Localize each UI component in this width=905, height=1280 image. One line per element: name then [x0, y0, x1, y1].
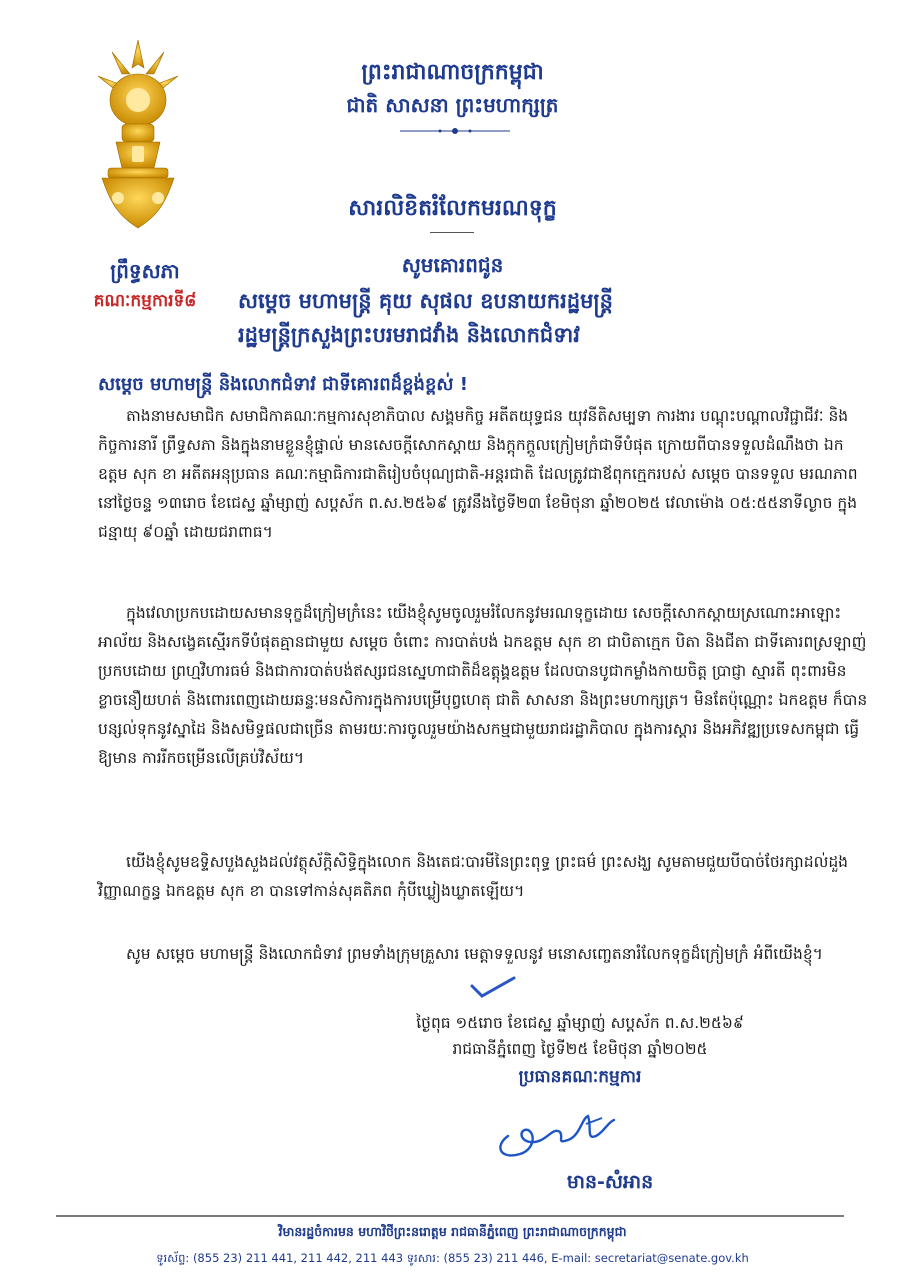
signatory-title: ប្រធានគណៈកម្មការ [518, 1067, 642, 1087]
body-paragraph-3: យើងខ្ញុំសូមឧទ្ទិសបួងសួងដល់វត្ថុស័ក្តិសិទ្ធិក្នុងលោក និងតេជៈបារមីនៃព្រះពុទ្ធ ព្រះធម៌ ព្រះសង្ឃ សូមតាមជួយបីបាច់ថែរក្សាដល់ដួងវិញ្ញាណក្ខន្ធ ឯកឧត្តម សុក ខា បានទៅកាន់សុគតិភព កុំបីឃ្លៀងឃ្លាតឡើយ។ [98, 853, 849, 900]
addressee-line-2: រដ្ឋមន្ត្រីក្រសួងព្រះបរមរាជវាំង និងលោកជំទាវ [238, 323, 580, 347]
handwritten-signature [490, 1096, 630, 1166]
signature-dates [300, 1010, 860, 1062]
check-mark-icon [468, 974, 518, 1002]
senate-label: ព្រឹទ្ធសភា [110, 259, 180, 283]
body-paragraph-4: សូម សម្តេច មហាមន្ត្រី និងលោកជំទាវ ព្រមទាំងក្រុមគ្រួសារ មេត្តាទទួលនូវ មនោសញ្ចេតនារំលែកទុក្ខដ៏ក្រៀមក្រំ អំពីយើងខ្ញុំ។ [126, 945, 823, 963]
commission-label: គណៈកម្មការទី៨ [93, 291, 197, 311]
footer-address: វិមានរដ្ឋចំការមន មហាវិថីព្រះនរោត្តម រាជធានីភ្នំពេញ ព្រះរាជាណាចក្រកម្ពុជា [278, 1224, 627, 1239]
letter-title: សារលិខិតរំលែកមរណទុក្ខ [348, 196, 557, 221]
footer-contact: ទូរស័ព្ទ: (855 23) 211 441, 211 442, 211 443 ទូរសារ: (855 23) 211 446, E-mail: secretariat@senate.gov.kh [156, 1251, 749, 1265]
place-date: រាជធានីភ្នំពេញ ថ្ងៃទី២៥ ខែមិថុនា ឆ្នាំ២០២៥ [452, 1040, 708, 1058]
body-paragraph-2: ក្នុងវេលាប្រកបដោយសមានទុក្ខដ៏ក្រៀមក្រំនេះ យើងខ្ញុំសូមចូលរួមរំលែកនូវមរណទុក្ខដោយ សេចក្តីសោកស្តាយស្រណោះអាឡោះអាល័យ និងសង្វេគស្មើរកទីបំផុតគ្មានជាមួយ សម្តេច ចំពោះ ការបាត់បង់ ឯកឧត្តម សុក ខា ជាបិតាក្មេក បិតា និងជីតា ជាទីគោរពស្រឡាញ់ប្រកបដោយ ព្រហ្មវិហារធម៌ និងជាការបាត់បង់ឥស្សរជនស្នេហាជាតិដ៏ឧត្តុង្គឧត្តម ដែលបានបូជាកម្លាំងកាយចិត្ត ប្រាជ្ញា ស្មារតី ពុះពារមិនខ្លាចនឿយហត់ និងពោរពេញដោយឆន្ទៈមនសិការក្នុងការបម្រើបុព្វហេតុ ជាតិ សាសនា និងព្រះមហាក្សត្រ។ មិនតែប៉ុណ្ណោះ ឯកឧត្តម ក៏បានបន្សល់ទុកនូវស្នាដៃ និងសមិទ្ធផលជាច្រើន តាមរយៈការចូលរួមយ៉ាងសកម្មជាមួយរាជរដ្ឋាភិបាល ក្នុងការស្តារ និងអភិវឌ្ឍប្រទេសកម្ពុជា ធ្វើឱ្យមាន ការរីកចម្រើនលើគ្រប់វិស័យ។ [98, 604, 868, 767]
body-paragraph-1: តាងនាមសមាជិក សមាជិកាគណៈកម្មការសុខាភិបាល សង្គមកិច្ច អតីតយុទ្ធជន យុវនីតិសម្បទា ការងារ បណ្តុះបណ្តាលវិជ្ជាជីវៈ និងកិច្ចការនារី ព្រឹទ្ធសភា និងក្នុងនាមខ្លួនខ្ញុំផ្ទាល់ មានសេចក្តីសោកស្តាយ និងក្តុកក្តួលក្រៀមក្រំជាទីបំផុត ក្រោយពីបានទទួលដំណឹងថា ឯកឧត្តម សុក ខា អតីតអនុប្រធាន គណៈកម្មាធិការជាតិរៀបចំបុណ្យជាតិ-អន្តរជាតិ ដែលត្រូវជាឪពុកក្មេករបស់ សម្តេច បានទទួល មរណភាព នៅថ្ងៃចន្ទ ១៣រោច ខែជេស្ឋ ឆ្នាំម្សាញ់ សប្តស័ក ព.ស.២៥៦៩ ត្រូវនឹងថ្ងៃទី២៣ ខែមិថុនា ឆ្នាំ២០២៥ វេលាម៉ោង ០៥:៥៥នាទីល្ងាច ក្នុងជន្មាយុ ៩០ឆ្នាំ ដោយជរាពាធ។ [98, 407, 858, 541]
title-divider [430, 232, 474, 233]
addressee-line-1: សម្តេច មហាមន្ត្រី គុយ សុផល ឧបនាយករដ្ឋមន្ត្រី [238, 289, 614, 313]
header-ornament [400, 126, 510, 136]
footer-divider [56, 1215, 844, 1217]
respect-line: សូមគោរពជូន [401, 253, 504, 277]
lunar-date: ថ្ងៃពុធ ១៥រោច ខែជេស្ឋ ឆ្នាំម្សាញ់ សប្តស័ក ព.ស.២៥៦៩ [416, 1014, 744, 1032]
salutation: សម្តេច មហាមន្ត្រី និងលោកជំទាវ ជាទីគោរពដ៏ខ្ពង់ខ្ពស់ ! [98, 374, 468, 395]
signatory-name: មាន-សំអាន [566, 1171, 654, 1193]
national-motto: ជាតិ សាសនា ព្រះមហាក្សត្រ [346, 93, 559, 117]
kingdom-header: ព្រះរាជាណាចក្រកម្ពុជា [361, 60, 544, 85]
